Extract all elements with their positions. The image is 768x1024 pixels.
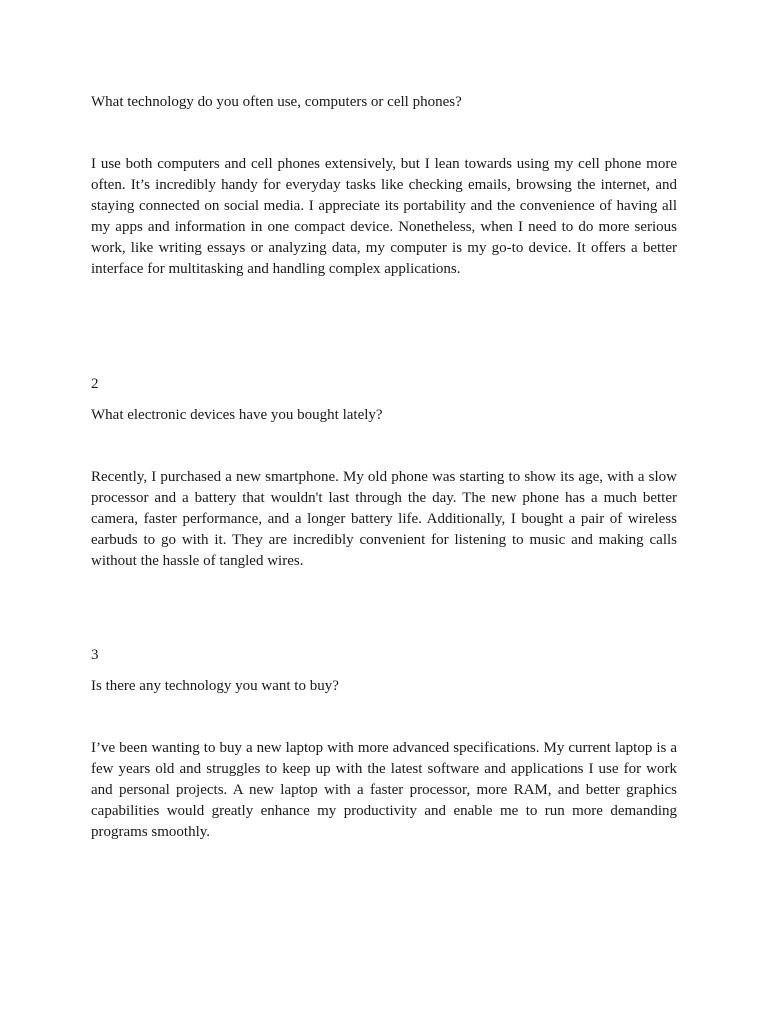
- question-3: Is there any technology you want to buy?: [91, 678, 339, 694]
- section-number-2: 2: [91, 376, 99, 392]
- answer-3: I’ve been wanting to buy a new laptop with more advanced specifications. My current laptop is a few years old and struggles to keep up with the latest software and applications I use for work and personal projects. A new laptop with a faster processor, more RAM, and better graphics capabilities would greatly enhance my productivity and enable me to run more demanding programs smoothly.: [91, 740, 677, 840]
- question-1: What technology do you often use, computers or cell phones?: [91, 94, 462, 110]
- question-2: What electronic devices have you bought lately?: [91, 407, 383, 423]
- answer-2: Recently, I purchased a new smartphone. My old phone was starting to show its age, with a slow processor and a battery that wouldn't last through the day. The new phone has a much better camera, faster performance, and a longer battery life. Additionally, I bought a pair of wireless earbuds to go with it. They are incredibly convenient for listening to music and making calls without the hassle of tangled wires.: [91, 469, 677, 569]
- answer-1: I use both computers and cell phones extensively, but I lean towards using my cell phone more often. It’s incredibly handy for everyday tasks like checking emails, browsing the internet, and staying connected on social media. I appreciate its portability and the convenience of having all my apps and information in one compact device. Nonetheless, when I need to do more serious work, like writing essays or analyzing data, my computer is my go-to device. It offers a better interface for multitasking and handling complex applications.: [91, 156, 677, 277]
- section-number-3: 3: [91, 647, 99, 663]
